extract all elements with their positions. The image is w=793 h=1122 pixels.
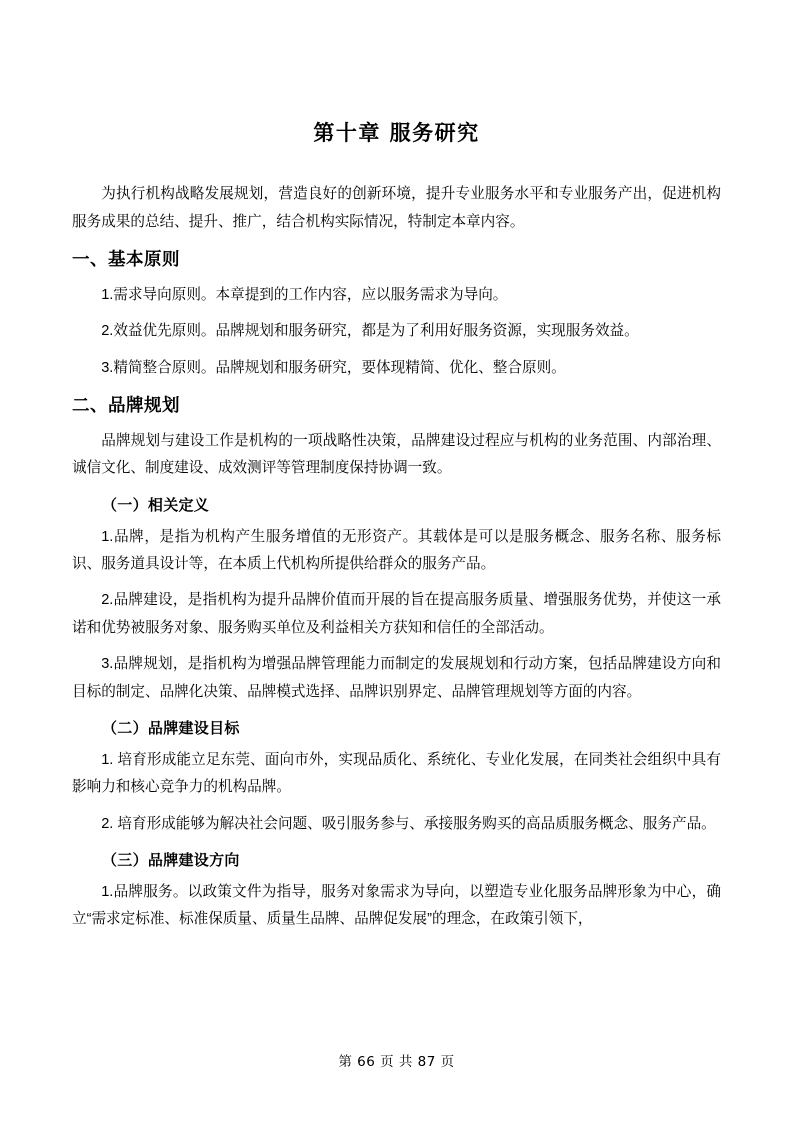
paragraph: 2. 培育形成能够为解决社会问题、吸引服务参与、承接服务购买的高品质服务概念、服务产品。 (101, 815, 716, 832)
subsection-heading: （一）相关定义 (102, 495, 210, 514)
paragraph: 为执行机构战略发展规划，营造良好的创新环境，提升专业服务水平和专业服务产出，促进机构服务成果的总结、提升、推广，结合机构实际情况，特制定本章内容。 (72, 186, 721, 230)
paragraph: 1. 培育形成能立足东莞、面向市外，实现品质化、系统化、专业化发展，在同类社会组织中具有影响力和核心竞争力的机构品牌。 (72, 751, 721, 796)
page-footer: 第 66 页 共 87 页 (338, 1054, 455, 1070)
paragraph: 1.品牌服务。以政策文件为指导，服务对象需求为导向，以塑造专业化服务品牌形象为中心，确立“需求定标准、标准保质量、质量生品牌、品牌促发展”的理念，在政策引领下， (72, 883, 721, 928)
paragraph: 2.品牌建设，是指机构为提升品牌价值而开展的旨在提高服务质量、增强服务优势，并使这一承诺和优势被服务对象、服务购买单位及利益相关方获知和信任的全部活动。 (72, 592, 721, 636)
paragraph: 1.品牌，是指为机构产生服务增值的无形资产。其载体是可以是服务概念、服务名称、服务标识、服务道具设计等，在本质上代机构所提供给群众的服务产品。 (72, 528, 721, 573)
paragraph: 3.精简整合原则。品牌规划和服务研究，要体现精简、优化、整合原则。 (101, 359, 566, 376)
page-title: 第十章 服务研究 (313, 120, 480, 145)
paragraph: 1.需求导向原则。本章提到的工作内容，应以服务需求为导向。 (101, 286, 508, 303)
paragraph: 2.效益优先原则。品牌规划和服务研究，都是为了利用好服务资源，实现服务效益。 (101, 323, 639, 340)
paragraph: 品牌规划与建设工作是机构的一项战略性决策，品牌建设过程应与机构的业务范围、内部治理、诚信文化、制度建设、成效测评等管理制度保持协调一致。 (72, 433, 721, 477)
paragraph: 3.品牌规划，是指机构为增强品牌管理能力而制定的发展规划和行动方案，包括品牌建设方向和目标的制定、品牌化决策、品牌模式选择、品牌识别界定、品牌管理规划等方面的内容。 (72, 656, 721, 700)
subsection-heading: （二）品牌建设目标 (102, 719, 240, 738)
section-heading: 二、品牌规划 (72, 396, 180, 417)
subsection-heading: （三）品牌建设方向 (102, 851, 240, 870)
section-heading: 一、基本原则 (72, 250, 180, 271)
